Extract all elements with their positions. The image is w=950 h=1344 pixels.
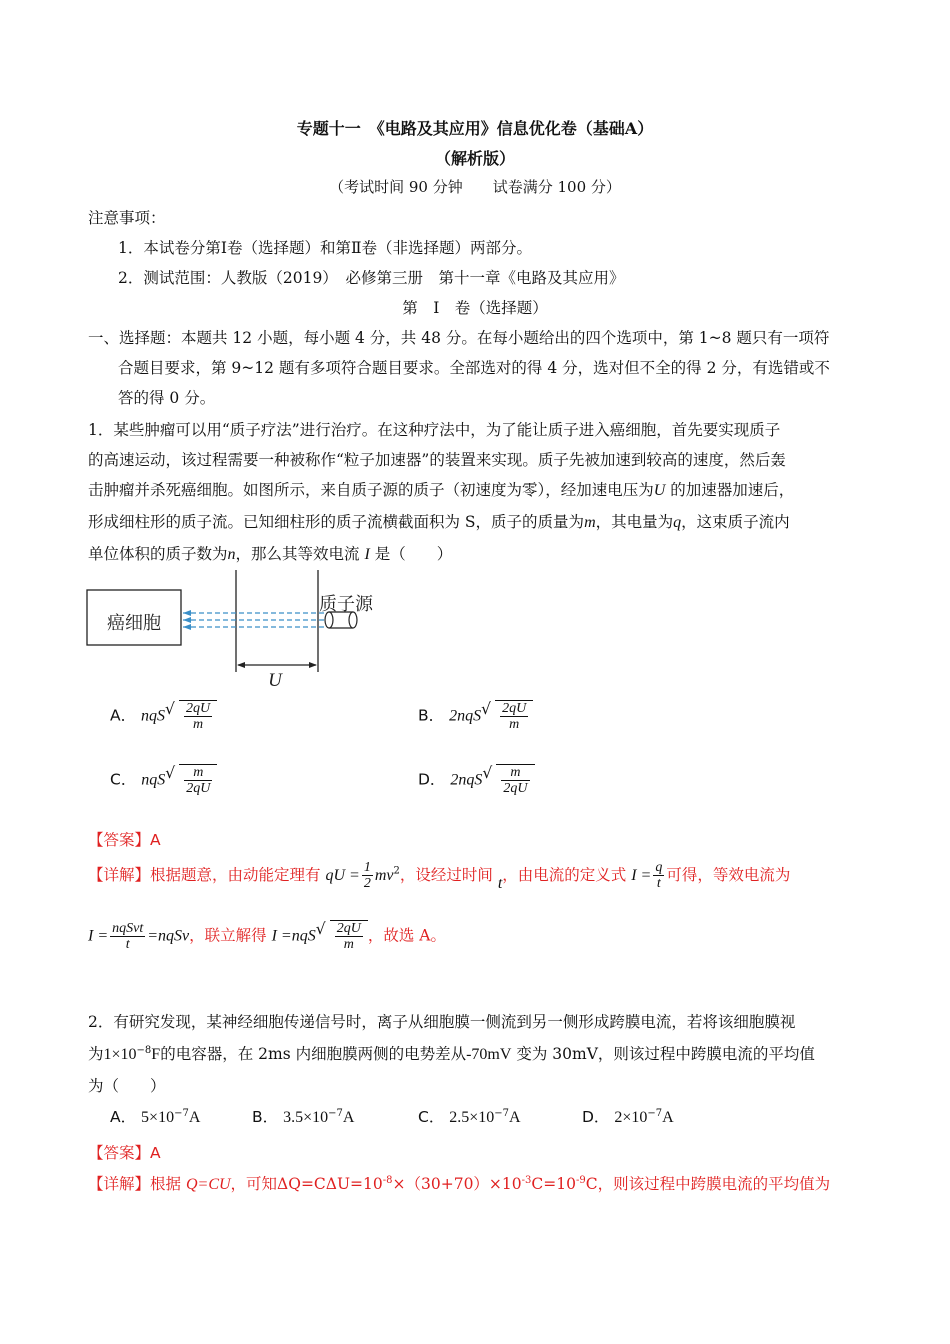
eq-final-left: I =nqS — [271, 927, 316, 945]
var-I: I — [364, 546, 370, 563]
q1-line-4-text-c: ，这束质子流内 — [681, 513, 790, 531]
option-unit: A — [342, 1109, 355, 1126]
detail-text: 根据题意，由动能定理有 — [150, 865, 321, 884]
frac-half — [362, 860, 373, 892]
q2-line-1: 2．有研究发现，某神经细胞传递信号时，离子从细胞膜一侧流到另一侧形成跨膜电流，若将该细胞膜视 — [88, 1013, 796, 1031]
q2-line-2 — [88, 1042, 815, 1064]
section-intro-line-2: 合题目要求，第 9~12 题有多项符合题目要求。全部选对的得 4 分，选对但不全的得 2 分，有选错或不 — [118, 359, 830, 377]
detail-text: C，则该过程中跨膜电流的平均值为 — [585, 1175, 831, 1193]
frac-den: 2qU — [186, 781, 211, 797]
option-coef: 2nqS — [450, 771, 483, 789]
detail-text: ，由电流的定义式 — [502, 865, 627, 884]
option-label: D． — [418, 770, 446, 789]
var-q: q — [673, 514, 682, 531]
detail-text: ，联立解得 — [189, 926, 267, 945]
q2-option-b[interactable] — [252, 1105, 354, 1127]
eq-square: 2 — [393, 865, 400, 877]
exp: -9 — [575, 1174, 586, 1186]
frac-num: 2qU — [186, 701, 211, 716]
option-unit: A — [509, 1109, 521, 1126]
figure-svg — [85, 568, 395, 692]
q1-line-1: 1．某些肿瘤可以用“质子疗法”进行治疗。在这种疗法中，为了能让质子进入癌细胞，首先要实现质子 — [88, 421, 781, 439]
voltage-label: U — [268, 670, 282, 691]
doc-title: 专题十一 《电路及其应用》信息优化卷（基础A） — [296, 119, 654, 138]
var-U: U — [653, 482, 666, 499]
frac-den: t — [656, 876, 661, 892]
detail-text: 可得，等效电流为 — [666, 865, 791, 884]
q2-detail-line-1 — [88, 1172, 830, 1194]
capacitance-coef: 1×10 — [103, 1046, 137, 1063]
option-label: B． — [252, 1108, 279, 1126]
option-label: C． — [110, 770, 137, 789]
option-exp: −7 — [174, 1107, 189, 1119]
option-unit: A — [188, 1109, 201, 1126]
var-t: t — [497, 874, 503, 892]
frac-den: m — [509, 717, 520, 733]
exp: -3 — [521, 1174, 532, 1186]
q2-option-c[interactable] — [418, 1105, 521, 1127]
option-label: D． — [582, 1108, 610, 1126]
option-coef: 5×10 — [141, 1109, 175, 1126]
eq-current-left: I = — [631, 866, 652, 884]
frac-num: m — [184, 765, 212, 781]
option-coef: 2nqS — [449, 707, 482, 725]
q1-line-5 — [88, 542, 452, 564]
option-unit: A — [662, 1109, 674, 1126]
frac-den: m — [193, 717, 204, 733]
frac-num: nqSvt — [112, 920, 144, 936]
voltage-dimension — [237, 662, 317, 668]
q1-line-5-text-a: 单位体积的质子数为 — [88, 545, 228, 563]
q1-line-3 — [88, 478, 794, 500]
frac-den: t — [125, 936, 130, 952]
proton-beam — [183, 610, 329, 630]
detail-text: ，可知ΔQ=CΔU=10 — [230, 1175, 383, 1193]
q1-answer: 【答案】A — [88, 831, 161, 849]
sqrt-symbol: √ $\frac{2qU}{m}$ — [481, 700, 533, 733]
q1-option-b[interactable] — [418, 700, 533, 733]
proton-accelerator-figure — [85, 568, 395, 692]
capacitance-exp: −8 — [136, 1044, 152, 1056]
var-n: n — [227, 546, 236, 563]
q1-line-5-text-c: 是（ ） — [374, 545, 453, 563]
proton-source-label: 质子源 — [319, 594, 373, 615]
option-coef: 3.5×10 — [283, 1109, 329, 1126]
frac-den: 2 — [363, 876, 371, 892]
frac-num: 1 — [363, 860, 371, 875]
option-coef: 2.5×10 — [449, 1109, 495, 1126]
q1-line-3-text-b: 的加速器加速后， — [670, 481, 795, 499]
frac-num: 2qU — [502, 701, 527, 716]
detail-text: ，故选 A。 — [367, 926, 446, 945]
q1-line-4-text-b: ，其电量为 — [595, 513, 674, 531]
q1-option-d[interactable] — [418, 764, 535, 797]
sqrt-symbol: √ $\frac{2qU}{m}$ — [316, 920, 368, 953]
notes-item-1: 1．本试卷分第Ⅰ卷（选择题）和第Ⅱ卷（非选择题）两部分。 — [118, 239, 533, 257]
var-m: m — [584, 514, 596, 531]
section-intro-line-1: 一、选择题：本题共 12 小题，每小题 4 分，共 48 分。在每小题给出的四个选项中，第 1~8 题只有一项符 — [88, 329, 830, 347]
detail-text: C=10 — [531, 1175, 576, 1193]
doc-subtitle: （解析版） — [434, 149, 515, 168]
exam-info: （考试时间 90 分钟 试卷满分 100 分） — [329, 178, 621, 196]
frac-num: q — [655, 860, 663, 875]
section-intro-line-3: 答的得 0 分。 — [118, 389, 216, 407]
option-exp: −7 — [647, 1107, 663, 1119]
frac-q-over-t — [653, 860, 664, 892]
notes-heading: 注意事项： — [88, 209, 166, 227]
option-label: C． — [418, 1108, 445, 1126]
q1-line-3-text-a: 击肿瘤并杀死癌细胞。如图所示，来自质子源的质子（初速度为零），经加速电压为 — [88, 481, 654, 499]
q1-option-c[interactable] — [110, 764, 217, 797]
q2-line-2-text-b: 的电容器，在 2ms 内细胞膜两侧的电势差从 — [160, 1045, 467, 1063]
sqrt-symbol: √ $\frac{m}{2qU}$ — [165, 764, 217, 797]
frac-den: 2qU — [503, 781, 528, 797]
q2-line-2-text-c: 变为 30mV，则该过程中跨膜电流的平均值 — [516, 1045, 815, 1063]
detail-tag: 【详解】 — [88, 1175, 151, 1193]
capacitance-unit: F — [151, 1046, 161, 1063]
notes-item-2: 2．测试范围：人教版（2019） 必修第三册 第十一章《电路及其应用》 — [118, 269, 625, 287]
q1-option-a[interactable] — [110, 700, 217, 733]
q2-option-a[interactable] — [110, 1105, 200, 1127]
q2-option-d[interactable] — [582, 1105, 674, 1127]
option-coef: nqS — [141, 707, 166, 725]
q1-detail-line-1 — [88, 860, 790, 893]
eq-current-result: =nqSv — [147, 927, 190, 945]
detail-text: ，设经过时间 — [399, 865, 493, 884]
section-title: 第 Ⅰ 卷（选择题） — [402, 299, 548, 317]
formula-q-cu: Q=CU — [185, 1176, 231, 1193]
detail-text: ×（30+70）×10 — [392, 1175, 522, 1193]
voltage-from: -70mV — [466, 1046, 512, 1063]
option-label: A． — [110, 1108, 137, 1126]
q1-line-5-text-b: ，那么其等效电流 — [235, 545, 360, 563]
q1-detail-line-2 — [88, 920, 446, 953]
exp: -8 — [382, 1174, 393, 1186]
q2-line-3: 为（ ） — [88, 1077, 166, 1095]
q2-answer: 【答案】A — [88, 1144, 161, 1162]
eq-kinetic-right: mv — [374, 866, 394, 884]
frac-nqsvt — [110, 921, 145, 953]
option-label: B． — [418, 706, 445, 725]
cancer-cell-label: 癌细胞 — [107, 613, 161, 634]
frac-num: 2qU — [336, 921, 361, 936]
option-label: A． — [110, 706, 137, 725]
q1-line-2: 的高速运动，该过程需要一种被称作“粒子加速器”的装置来实现。质子先被加速到较高的速度，然后轰 — [88, 451, 786, 469]
eq-current-I: I = — [88, 927, 109, 945]
sqrt-symbol: √ $\frac{m}{2qU}$ — [482, 764, 534, 797]
frac-num: m — [501, 765, 529, 781]
option-exp: −7 — [328, 1107, 343, 1119]
sqrt-symbol: √ $\frac{2qU}{m}$ — [165, 700, 217, 733]
option-exp: −7 — [494, 1107, 510, 1119]
option-coef: 2×10 — [614, 1109, 648, 1126]
eq-kinetic-left: qU = — [325, 866, 360, 884]
q1-line-4-text-a: 形成细柱形的质子流。已知细柱形的质子流横截面积为 S，质子的质量为 — [88, 513, 585, 531]
detail-text: 根据 — [150, 1175, 182, 1193]
option-coef: nqS — [141, 771, 166, 789]
q1-line-4 — [88, 510, 790, 532]
q2-line-2-text-a: 为 — [88, 1045, 104, 1063]
detail-tag: 【详解】 — [88, 865, 151, 884]
frac-den: m — [343, 937, 354, 953]
